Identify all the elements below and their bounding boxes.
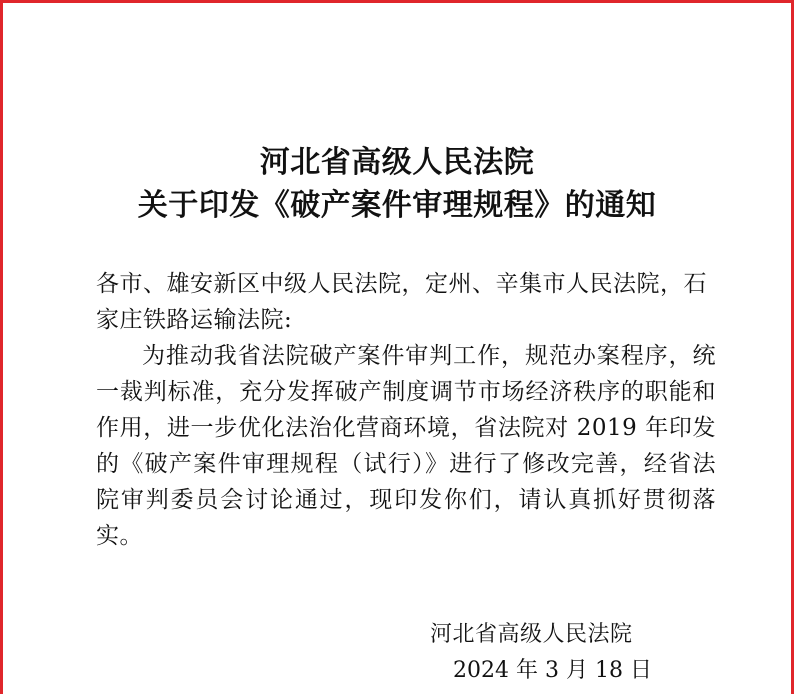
body-paragraph: 为推动我省法院破产案件审判工作，规范办案程序，统一裁判标准，充分发挥破产制度调节市场经济秩序的职能和作用，进一步优化法治化营商环境，省法院对 2019 年印发的《破产案件审理规程（试行）》进行了修改完善，经省法院审判委员会讨论通过，现印发你们，请认真抓好贯彻落实。	[96, 343, 716, 549]
addressee-paragraph: 各市、雄安新区中级人民法院，定州、辛集市人民法院，石家庄铁路运输法院:	[96, 271, 707, 333]
issuer-signature: 河北省高级人民法院	[430, 622, 633, 647]
issue-date: 2024 年 3 月 18 日	[453, 658, 652, 683]
document-title-line1: 河北省高级人民法院	[259, 145, 535, 180]
document-title-line2: 关于印发《破产案件审理规程》的通知	[137, 188, 657, 223]
